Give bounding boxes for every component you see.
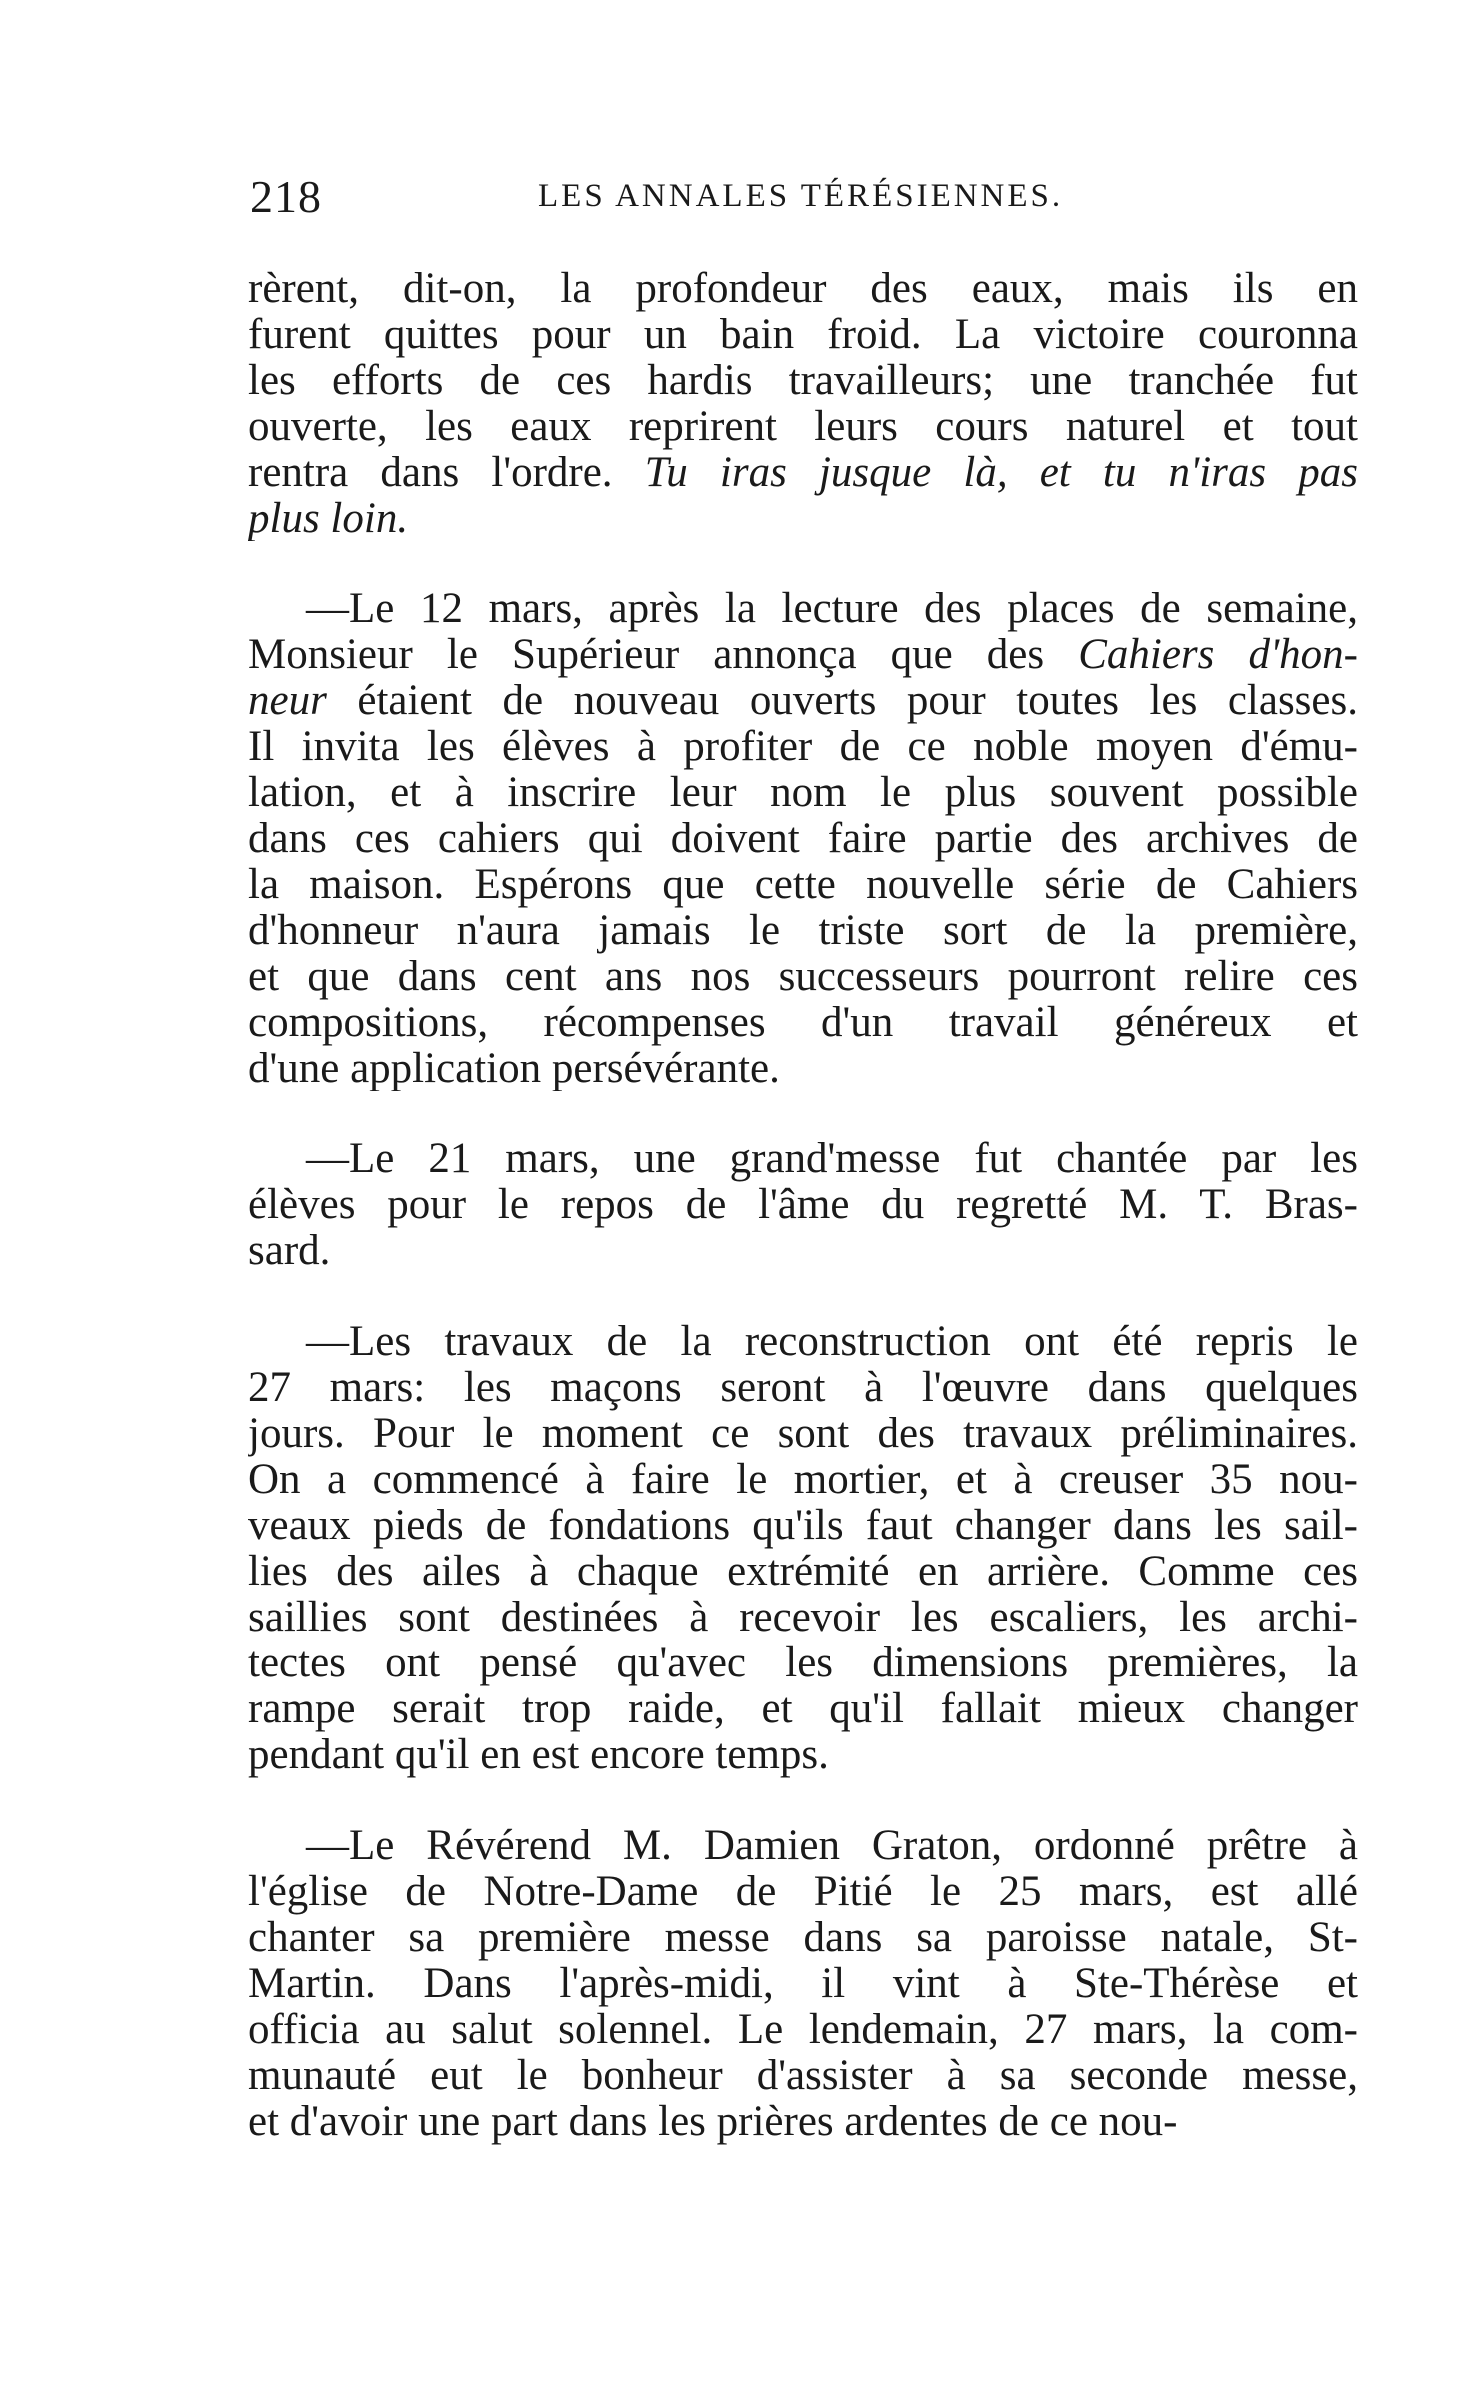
book-page (248, 170, 1358, 2145)
text-line (248, 312, 1358, 358)
text-line (248, 2007, 1358, 2053)
running-title: LES ANNALES TÉRÉSIENNES. (538, 178, 1064, 214)
text-line (248, 358, 1358, 404)
text-line (248, 450, 1358, 496)
line-text: munauté eut le bonheur d'assister à sa seconde messe, (248, 2052, 1358, 2099)
text-line (248, 908, 1358, 954)
line-text: dans ces cahiers qui doivent faire partie des archives de (248, 815, 1358, 862)
text-line (248, 1915, 1358, 1961)
text-line (248, 1319, 1358, 1365)
line-text: officia au salut solennel. Le lendemain, 27 mars, la com- (248, 2006, 1358, 2053)
line-text: Martin. Dans l'après-midi, il vint à Ste-Thérèse et (248, 1960, 1358, 2007)
text-line (248, 724, 1358, 770)
line-text: compositions, récompenses d'un travail généreux et (248, 999, 1358, 1046)
paragraph (248, 1136, 1358, 1274)
running-head (248, 170, 1358, 240)
line-text: et d'avoir une part dans les prières ardentes de ce nou- (248, 2098, 1178, 2145)
paragraph (248, 1823, 1358, 2144)
line-text: rèrent, dit-on, la profondeur des eaux, mais ils en (248, 266, 1358, 312)
line-text: d'une application persévérante. (248, 1045, 780, 1092)
text-line (248, 816, 1358, 862)
text-line (248, 954, 1358, 1000)
line-text: la maison. Espérons que cette nouvelle série de Cahiers (248, 861, 1358, 908)
text-line (248, 1595, 1358, 1641)
text-line (248, 266, 1358, 312)
line-text: étaient de nouveau ouverts pour toutes les classes. (326, 678, 1358, 725)
text-line (248, 404, 1358, 450)
text-line (248, 770, 1358, 816)
line-text: d'honneur n'aura jamais le triste sort de la première, (248, 907, 1358, 954)
text-line (248, 862, 1358, 908)
body-text (248, 266, 1358, 2145)
line-text: 27 mars: les maçons seront à l'œuvre dans quelques (248, 1365, 1358, 1411)
text-line (248, 1549, 1358, 1595)
line-text: jours. Pour le moment ce sont des travaux préliminaires. (248, 1410, 1358, 1457)
text-line (248, 1686, 1358, 1732)
line-text: —Les travaux de la reconstruction ont été repris le (306, 1319, 1358, 1366)
text-line (248, 1823, 1358, 1869)
text-line (248, 1182, 1358, 1228)
text-line (248, 1732, 1358, 1778)
paragraph (248, 586, 1358, 1091)
text-line (248, 1961, 1358, 2007)
italic-text: plus loin. (248, 495, 409, 542)
text-line (248, 1411, 1358, 1457)
line-text: —Le Révérend M. Damien Graton, ordonné prêtre à (306, 1823, 1358, 1870)
line-text: On a commencé à faire le mortier, et à creuser 35 nou- (248, 1456, 1358, 1503)
line-text: et que dans cent ans nos successeurs pourront relire ces (248, 953, 1358, 1000)
line-text: rentra dans l'ordre. (248, 449, 645, 496)
line-text: —Le 12 mars, après la lecture des places de semaine, (306, 586, 1358, 633)
line-text: ouverte, les eaux reprirent leurs cours naturel et tout (248, 403, 1358, 450)
text-line (248, 632, 1358, 678)
text-line (248, 1457, 1358, 1503)
text-line (248, 1046, 1358, 1092)
line-text: chanter sa première messe dans sa paroisse natale, St- (248, 1915, 1358, 1961)
text-line (248, 2099, 1358, 2145)
line-text: tectes ont pensé qu'avec les dimensions premières, la (248, 1640, 1358, 1687)
line-text: sard. (248, 1228, 331, 1275)
text-line (248, 586, 1358, 632)
text-line (248, 1136, 1358, 1182)
line-text: pendant qu'il en est encore temps. (248, 1732, 829, 1779)
text-line (248, 1365, 1358, 1411)
text-line (248, 1869, 1358, 1915)
line-text: Monsieur le Supérieur annonça que des (248, 632, 1079, 679)
italic-text: Cahiers d'hon- (1078, 632, 1358, 679)
text-line (248, 496, 1358, 542)
text-line (248, 1228, 1358, 1274)
line-text: rampe serait trop raide, et qu'il fallait mieux changer (248, 1686, 1358, 1733)
text-line (248, 678, 1358, 724)
line-text: Il invita les élèves à profiter de ce noble moyen d'ému- (248, 724, 1358, 771)
text-line (248, 1503, 1358, 1549)
line-text: élèves pour le repos de l'âme du regretté M. T. Bras- (248, 1182, 1358, 1229)
line-text: saillies sont destinées à recevoir les escaliers, les archi- (248, 1594, 1358, 1641)
paragraph (248, 266, 1358, 541)
text-line (248, 1000, 1358, 1046)
line-text: veaux pieds de fondations qu'ils faut changer dans les sail- (248, 1502, 1358, 1549)
line-text: les efforts de ces hardis travailleurs; une tranchée fut (248, 357, 1358, 404)
italic-text: neur (248, 678, 327, 725)
paragraph (248, 1319, 1358, 1778)
text-line (248, 1640, 1358, 1686)
italic-text: Tu iras jusque là, et tu n'iras pas (644, 449, 1358, 496)
line-text: —Le 21 mars, une grand'messe fut chantée par les (306, 1136, 1358, 1183)
text-line (248, 2053, 1358, 2099)
line-text: lation, et à inscrire leur nom le plus souvent possible (248, 770, 1358, 816)
line-text: lies des ailes à chaque extrémité en arrière. Comme ces (248, 1548, 1358, 1595)
line-text: furent quittes pour un bain froid. La victoire couronna (248, 311, 1358, 358)
page-number: 218 (250, 171, 322, 222)
line-text: l'église de Notre-Dame de Pitié le 25 mars, est allé (248, 1869, 1358, 1915)
